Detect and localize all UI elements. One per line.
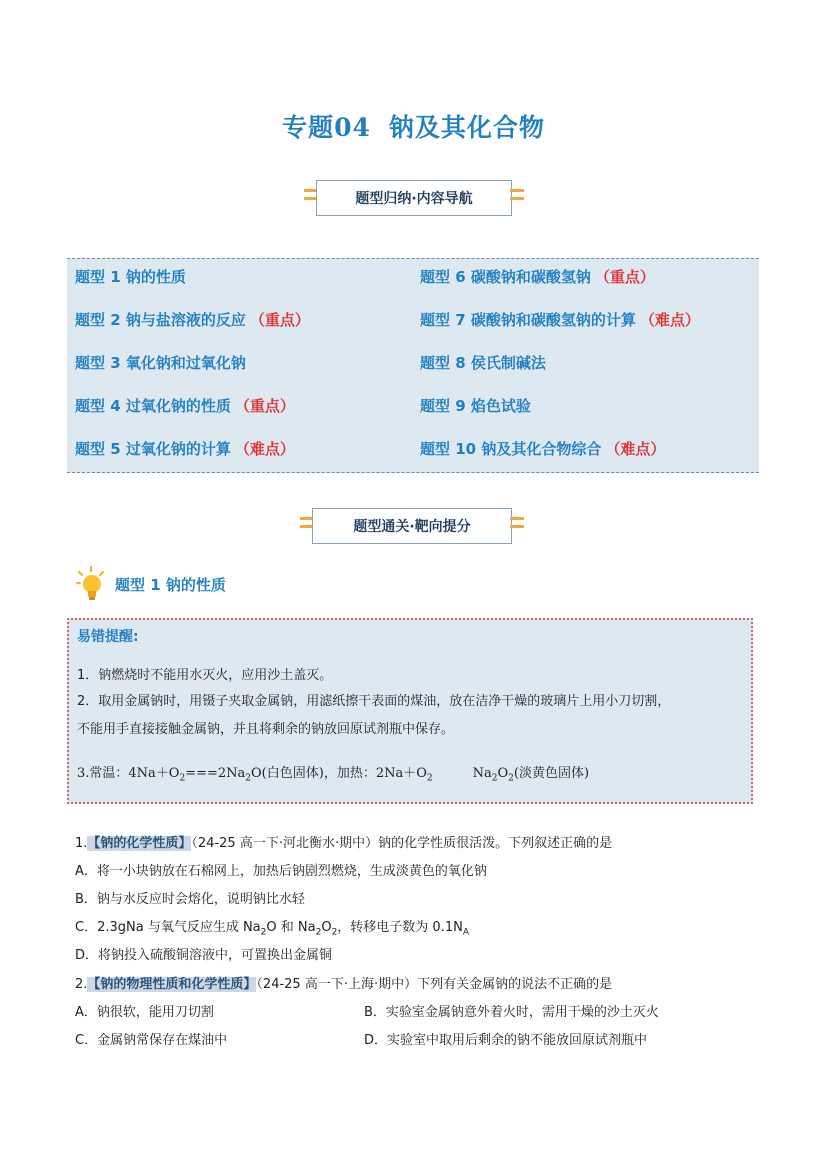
question-1-option-d[interactable]: D．将钠投入硫酸铜溶液中，可置换出金属铜: [75, 948, 333, 963]
section-heading: 题型 1 钠的性质: [115, 576, 226, 594]
nav-banner-label: 题型归纳·内容导航: [316, 180, 512, 216]
question-1-option-a[interactable]: A．将一小块钠放在石棉网上，加热后钠剧烈燃烧，生成淡黄色的氧化钠: [75, 864, 487, 879]
lightbulb-icon: [76, 566, 106, 602]
title-text: 钠及其化合物: [388, 113, 545, 142]
question-1-option-c[interactable]: C．2.3gNa 与氧气反应生成 $Na_2O$ 和 $Na_2O_2$，转移电子数为 $0.1N_A$: [75, 920, 470, 938]
toc-item-2[interactable]: 题型 2 钠与盐溶液的反应 （重点）: [75, 311, 310, 329]
tips-box: [67, 618, 753, 804]
tips-line-2: 2．取用金属钠时，用镊子夹取金属钠，用滤纸擦干表面的煤油，放在洁净干燥的玻璃片上用小刀切割，: [77, 694, 671, 709]
page-title: [0, 108, 827, 144]
toc-item-8[interactable]: 题型 8 侯氏制碱法: [420, 354, 546, 372]
toc-item-1[interactable]: 题型 1 钠的性质: [75, 268, 186, 286]
banner-right-marks: [510, 189, 524, 207]
toc-item-10[interactable]: 题型 10 钠及其化合物综合 （难点）: [420, 440, 666, 458]
tips-line-3: 不能用手直接接触金属钠，并且将剩余的钠放回原试剂瓶中保存。: [77, 722, 455, 737]
question-2-option-d[interactable]: D．实验室中取用后剩余的钠不能放回原试剂瓶中: [364, 1033, 648, 1048]
nav-banner: [304, 180, 524, 216]
toc-item-7[interactable]: 题型 7 碳酸钠和碳酸氢钠的计算 （难点）: [420, 311, 700, 329]
title-number: 04: [334, 113, 371, 142]
practice-banner-label: 题型通关·靶向提分: [312, 508, 512, 544]
question-2-tag: 【钠的物理性质和化学性质】: [87, 977, 257, 992]
question-1-tag: 【钠的化学性质】: [87, 836, 192, 851]
toc-item-9[interactable]: 题型 9 焰色试验: [420, 397, 531, 415]
question-1-option-b[interactable]: B．钠与水反应时会熔化，说明钠比水轻: [75, 892, 305, 907]
toc-panel: [67, 258, 759, 473]
question-2-stem: 2.【钠的物理性质和化学性质】（24-25 高一下·上海·期中）下列有关金属钠的说法不正确的是: [75, 977, 613, 992]
tips-line-1: 1．钠燃烧时不能用水灭火，应用沙土盖灭。: [77, 668, 333, 683]
tips-line-4: 3.常温：$4Na+O_2===2Na_2O$(白色固体)，加热：$2Na+O_2$ $Na_2O_2$(淡黄色固体): [77, 766, 590, 784]
toc-item-3[interactable]: 题型 3 氧化钠和过氧化钠: [75, 354, 246, 372]
question-2-option-b[interactable]: B．实验室金属钠意外着火时，需用干燥的沙土灭火: [364, 1005, 659, 1020]
toc-item-4[interactable]: 题型 4 过氧化钠的性质 （重点）: [75, 397, 295, 415]
practice-banner: [300, 508, 524, 544]
toc-item-5[interactable]: 题型 5 过氧化钠的计算 （难点）: [75, 440, 295, 458]
tips-title: 易错提醒:: [77, 629, 139, 645]
toc-item-6[interactable]: 题型 6 碳酸钠和碳酸氢钠 （重点）: [420, 268, 655, 286]
question-2-option-a[interactable]: A．钠很软，能用刀切割: [75, 1005, 214, 1020]
banner-right-marks: [510, 517, 524, 535]
title-prefix: 专题: [282, 113, 335, 142]
question-1-stem: 1.【钠的化学性质】（24-25 高一下·河北衡水·期中）钠的化学性质很活泼。下列叙述正确的是: [75, 836, 613, 851]
question-2-option-c[interactable]: C．金属钠常保存在煤油中: [75, 1033, 228, 1048]
